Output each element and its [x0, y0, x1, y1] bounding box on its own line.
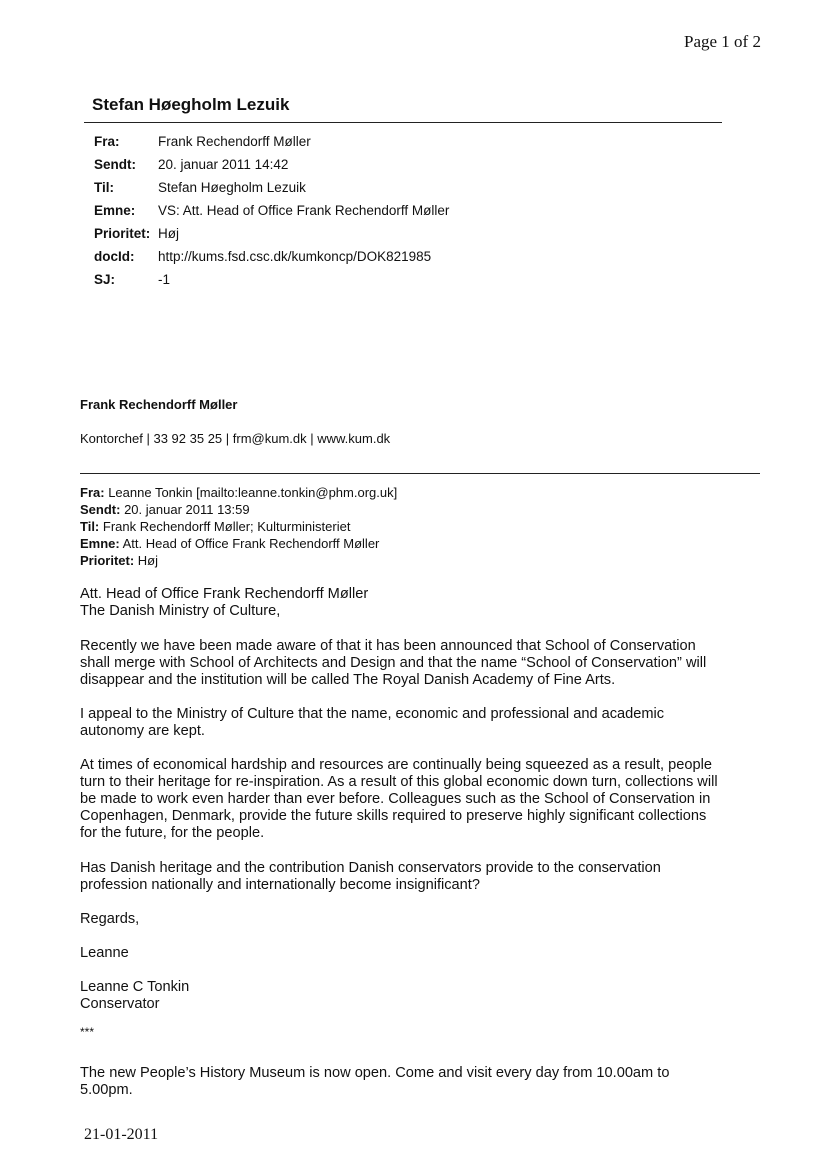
- paragraph-line: disappear and the institution will be called The Royal Danish Academy of Fine Arts.: [80, 672, 616, 688]
- forwarded-label: Prioritet:: [80, 553, 135, 568]
- header-value: 20. januar 2011 14:42: [158, 157, 289, 172]
- paragraph-line: for the future, for the people.: [80, 825, 265, 841]
- body-paragraph: [80, 638, 770, 689]
- salutation: [80, 586, 770, 620]
- header-value: Frank Rechendorff Møller: [158, 134, 311, 149]
- forwarded-label: Sendt:: [80, 502, 121, 517]
- paragraph-line: shall merge with School of Architects and Design and that the name “School of Conservation” will: [80, 655, 707, 671]
- paragraph-line: I appeal to the Ministry of Culture that the name, economic and professional and academic: [80, 706, 665, 722]
- footer-date: 21-01-2011: [84, 1126, 159, 1143]
- footer-note: [80, 1065, 770, 1099]
- body-paragraph: [80, 706, 770, 740]
- header-value: Stefan Høegholm Lezuik: [158, 180, 306, 195]
- body-paragraph: [80, 860, 770, 894]
- closing: Regards,: [80, 911, 140, 927]
- mailbox-owner: Stefan Høegholm Lezuik: [92, 95, 290, 114]
- paragraph-line: turn to their heritage for re-inspiration. As a result of this global economic down turn, collections will: [80, 774, 718, 790]
- salutation-line: The Danish Ministry of Culture,: [80, 603, 281, 619]
- header-value: VS: Att. Head of Office Frank Rechendorff Møller: [158, 203, 450, 218]
- paragraph-line: At times of economical hardship and resources are continually being squeezed as a result, people: [80, 757, 712, 773]
- sender-full-name: Leanne C Tonkin: [80, 979, 190, 995]
- forwarded-row: [80, 501, 397, 518]
- footer-note-line: 5.00pm.: [80, 1082, 133, 1098]
- page-number: Page 1 of 2: [684, 32, 761, 51]
- forwarded-row: [80, 552, 397, 569]
- forwarded-row: [80, 535, 397, 552]
- forwarded-label: Fra:: [80, 485, 105, 500]
- sender-job-title: Conservator: [80, 996, 160, 1012]
- header-label: Prioritet:: [94, 226, 151, 241]
- footer-note-line: The new People’s History Museum is now open. Come and visit every day from 10.00am to: [80, 1065, 670, 1081]
- sender-first-name: Leanne: [80, 945, 129, 961]
- signature-name: Frank Rechendorff Møller: [80, 397, 238, 412]
- body-paragraph: [80, 757, 770, 842]
- separator: ***: [80, 1025, 95, 1039]
- paragraph-line: Copenhagen, Denmark, provide the future skills required to preserve highly significant collections: [80, 808, 707, 824]
- forwarded-header: [80, 484, 397, 569]
- paragraph-line: autonomy are kept.: [80, 723, 205, 739]
- paragraph-line: be made to work even harder than ever before. Colleagues such as the School of Conservation in: [80, 791, 711, 807]
- paragraph-line: profession nationally and internationally become insignificant?: [80, 877, 480, 893]
- header-label: Sendt:: [94, 157, 136, 172]
- forwarded-value: 20. januar 2011 13:59: [124, 502, 250, 517]
- header-value: -1: [158, 272, 171, 287]
- forwarded-label: Til:: [80, 519, 100, 534]
- forwarded-row: [80, 484, 397, 501]
- salutation-line: Att. Head of Office Frank Rechendorff Møller: [80, 586, 369, 602]
- header-label: Til:: [94, 180, 114, 195]
- forwarded-value: Leanne Tonkin [mailto:leanne.tonkin@phm.org.uk]: [108, 485, 398, 500]
- header-label: Fra:: [94, 134, 120, 149]
- forward-divider: [80, 473, 760, 474]
- header-value: http://kums.fsd.csc.dk/kumkoncp/DOK821985: [158, 249, 432, 264]
- forwarded-value: Att. Head of Office Frank Rechendorff Møller: [122, 536, 380, 551]
- header-label: Emne:: [94, 203, 136, 218]
- header-label: SJ:: [94, 272, 116, 287]
- paragraph-line: Recently we have been made aware of that it has been announced that School of Conservation: [80, 638, 696, 654]
- header-divider: [84, 122, 722, 123]
- forwarded-label: Emne:: [80, 536, 120, 551]
- forwarded-value: Frank Rechendorff Møller; Kulturministeriet: [102, 519, 351, 534]
- forwarded-row: [80, 518, 397, 535]
- header-label: docId:: [94, 249, 135, 264]
- paragraph-line: Has Danish heritage and the contribution Danish conservators provide to the conservation: [80, 860, 661, 876]
- header-value: Høj: [158, 226, 179, 241]
- sender-signature: [80, 979, 770, 1013]
- forwarded-value: Høj: [137, 553, 159, 568]
- signature-contact: Kontorchef | 33 92 35 25 | frm@kum.dk | www.kum.dk: [80, 431, 391, 446]
